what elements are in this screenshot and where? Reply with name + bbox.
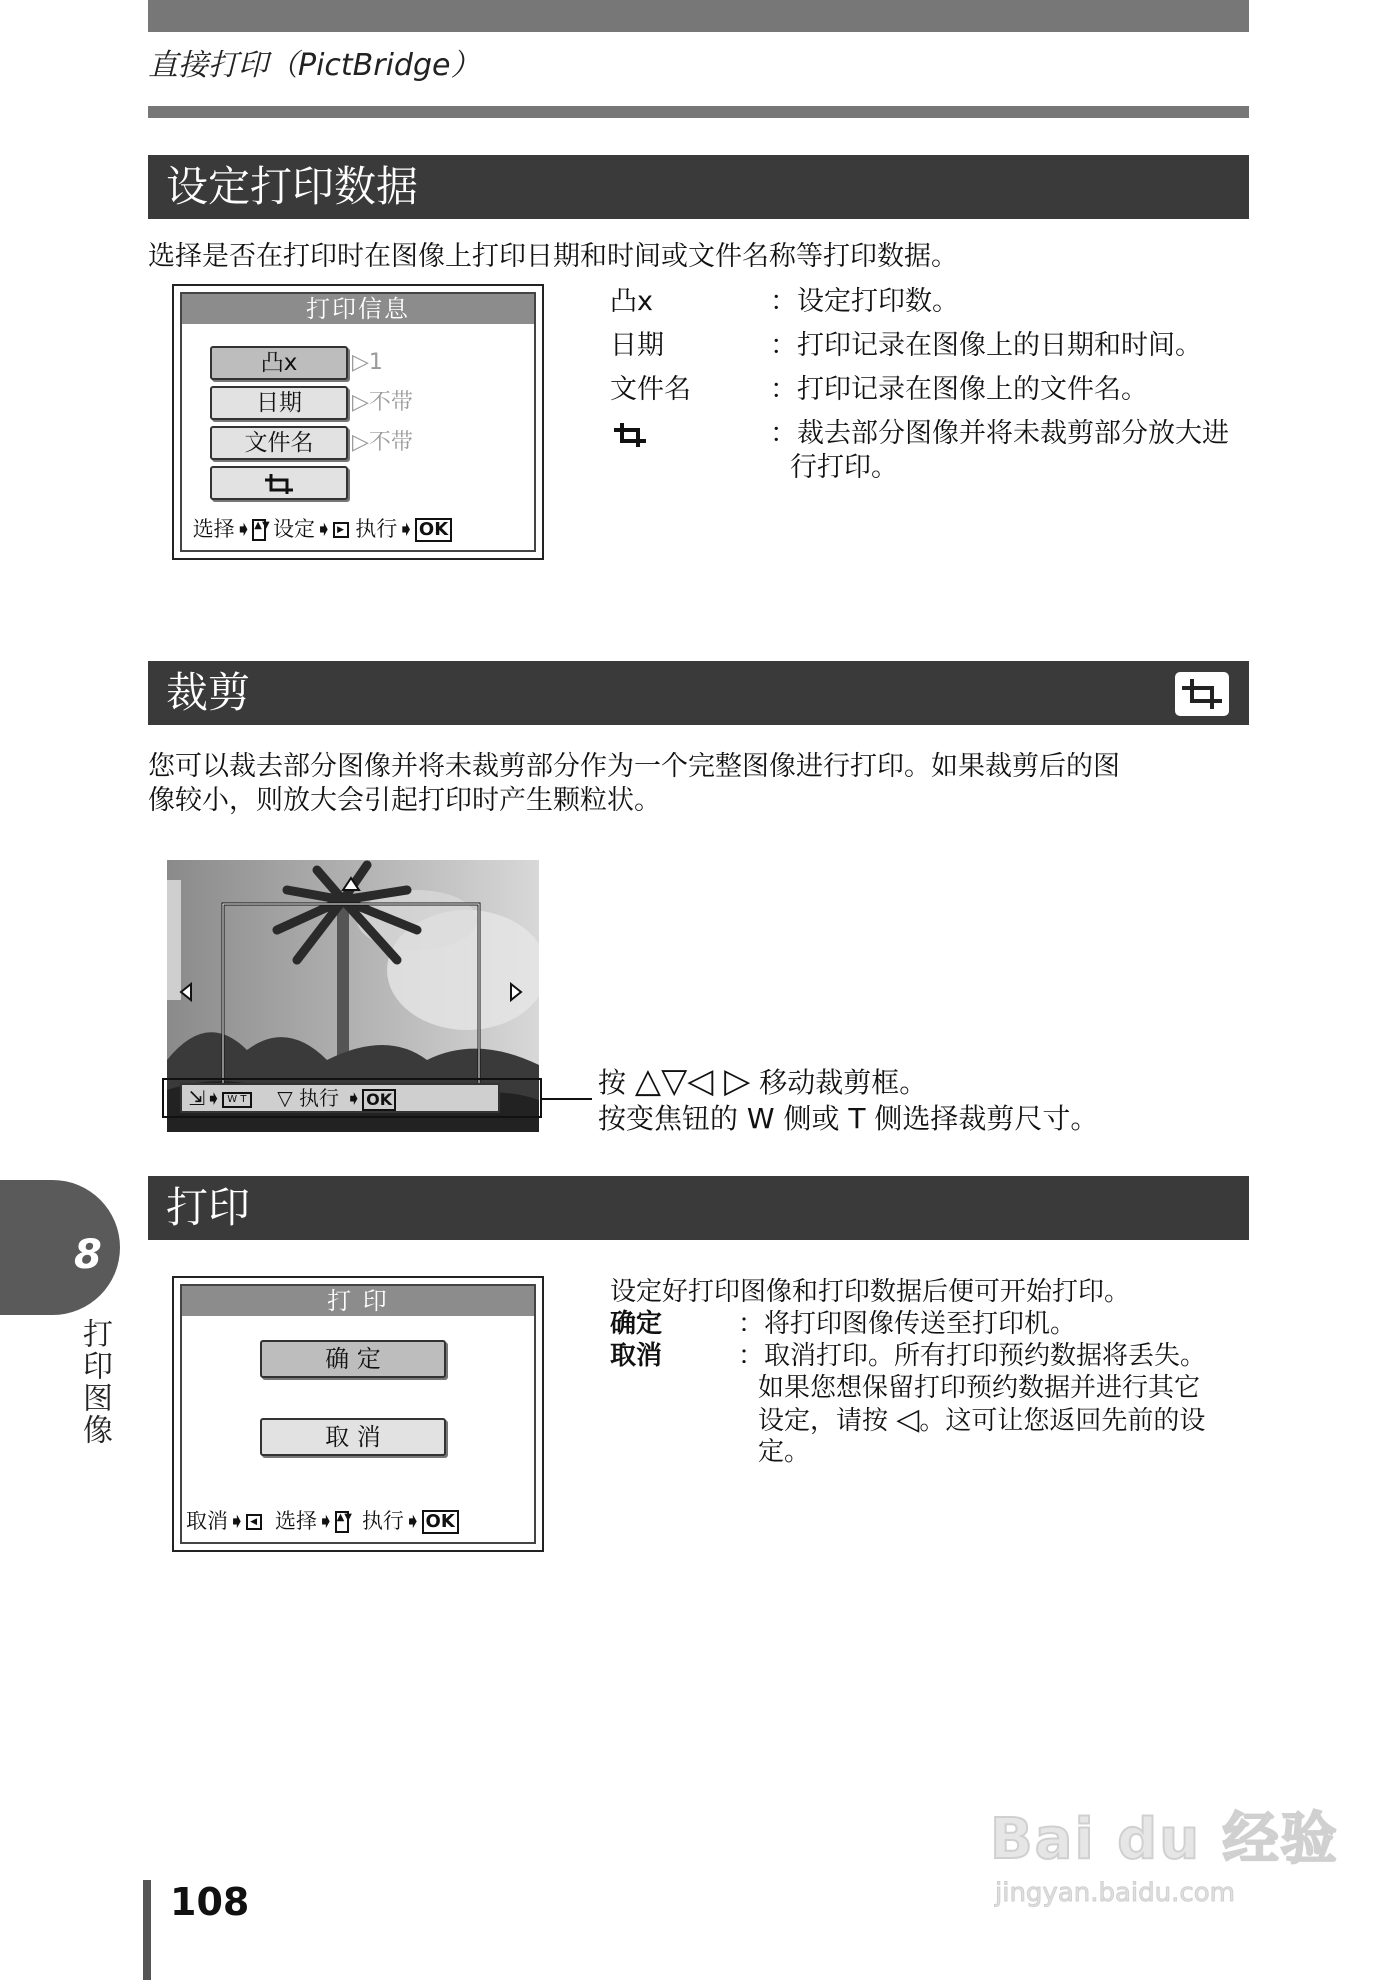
print-definitions [610, 1276, 1250, 1476]
section-heading-print: 打印 [148, 1176, 1249, 1240]
screen-footer: 选择➧ ▲▼ 设定➧ ▶ 执行➧ OK [186, 512, 530, 546]
def-desc-confirm: ：将打印图像传送至打印机。 [738, 1309, 1077, 1339]
left-arrow-icon: ◁ [896, 1402, 920, 1437]
menu-item-copies[interactable]: 凸x [210, 346, 348, 380]
def-term-date: 日期 [610, 330, 664, 361]
screen-title: 打印信息 [182, 294, 534, 324]
header-rule [148, 106, 1249, 118]
def-desc-cancel-4: 定。 [758, 1437, 811, 1467]
print-intro: 设定好打印图像和打印数据后便可开始打印。 [610, 1277, 1131, 1307]
crop-icon [263, 472, 295, 496]
watermark-url: jingyan.baidu.com [995, 1878, 1235, 1908]
screen-title: 打 印 [182, 1286, 534, 1316]
def-desc-cancel-2: 如果您想保留打印预约数据并进行其它 [758, 1373, 1201, 1403]
menu-item-date[interactable]: 日期 [210, 386, 348, 420]
def-term-copies: 凸x [610, 286, 653, 317]
confirm-button[interactable]: 确 定 [260, 1340, 446, 1378]
arrow-keys-icon: △▽◁ ▷ [634, 1061, 751, 1101]
menu-value-copies: ▷1 [352, 350, 383, 375]
menu-value-filename: ▷不带 [352, 430, 413, 455]
chapter-number: 8 [74, 1232, 102, 1278]
crop-note-1: 按 △▽◁ ▷ 移动裁剪框。 [598, 1061, 928, 1101]
def-term-confirm: 确定 [610, 1309, 663, 1339]
def-desc-cancel-1: ：取消打印。所有打印预约数据将丢失。 [738, 1341, 1207, 1371]
running-header: 直接打印（PictBridge） [148, 48, 481, 83]
chapter-label: 打印图像 [77, 1318, 112, 1446]
def-desc-crop-2: 行打印。 [790, 452, 898, 483]
page-number-bar [143, 1880, 151, 1980]
cancel-button[interactable]: 取 消 [260, 1418, 446, 1456]
def-term-filename: 文件名 [610, 374, 691, 405]
menu-item-filename[interactable]: 文件名 [210, 426, 348, 460]
print-info-screen [172, 284, 544, 560]
def-desc-cancel-3: 设定，请按 ◁。这可让您返回先前的设 [758, 1402, 1206, 1437]
crop-icon [612, 421, 648, 449]
section2-intro-2: 像较小，则放大会引起打印时产生颗粒状。 [148, 785, 661, 816]
section2-intro-1: 您可以裁去部分图像并将未裁剪部分作为一个完整图像进行打印。如果裁剪后的图 [148, 751, 1120, 782]
section-heading-print-data: 设定打印数据 [148, 155, 1249, 219]
def-term-cancel: 取消 [610, 1341, 663, 1371]
section-heading-crop: 裁剪 [148, 661, 1249, 725]
menu-item-crop[interactable] [210, 466, 348, 500]
def-desc-crop: ：裁去部分图像并将未裁剪部分放大进 [770, 418, 1229, 449]
page-number: 108 [170, 1880, 250, 1924]
top-bar [148, 0, 1249, 32]
chapter-tab [0, 1180, 120, 1315]
crop-icon [1174, 671, 1230, 717]
crop-note-2: 按变焦钮的 W 侧或 T 侧选择裁剪尺寸。 [598, 1102, 1099, 1135]
screen-footer: 取消➧ ◀ 选择➧ ▲▼ 执行➧ OK [186, 1504, 530, 1538]
crop-screen-footer: ⇲➧ W T ▽ 执行 ➧ OK [180, 1083, 500, 1113]
menu-value-date: ▷不带 [352, 390, 413, 415]
print-data-definitions [610, 283, 1250, 483]
section1-intro: 选择是否在打印时在图像上打印日期和时间或文件名称等打印数据。 [148, 241, 958, 272]
print-confirm-screen [172, 1276, 544, 1552]
def-desc-date: ：打印记录在图像上的日期和时间。 [770, 330, 1202, 361]
def-desc-copies: ：设定打印数。 [770, 286, 959, 317]
def-desc-filename: ：打印记录在图像上的文件名。 [770, 374, 1148, 405]
watermark-logo: Bai du 经验 [990, 1807, 1339, 1872]
callout-line [542, 1098, 592, 1100]
